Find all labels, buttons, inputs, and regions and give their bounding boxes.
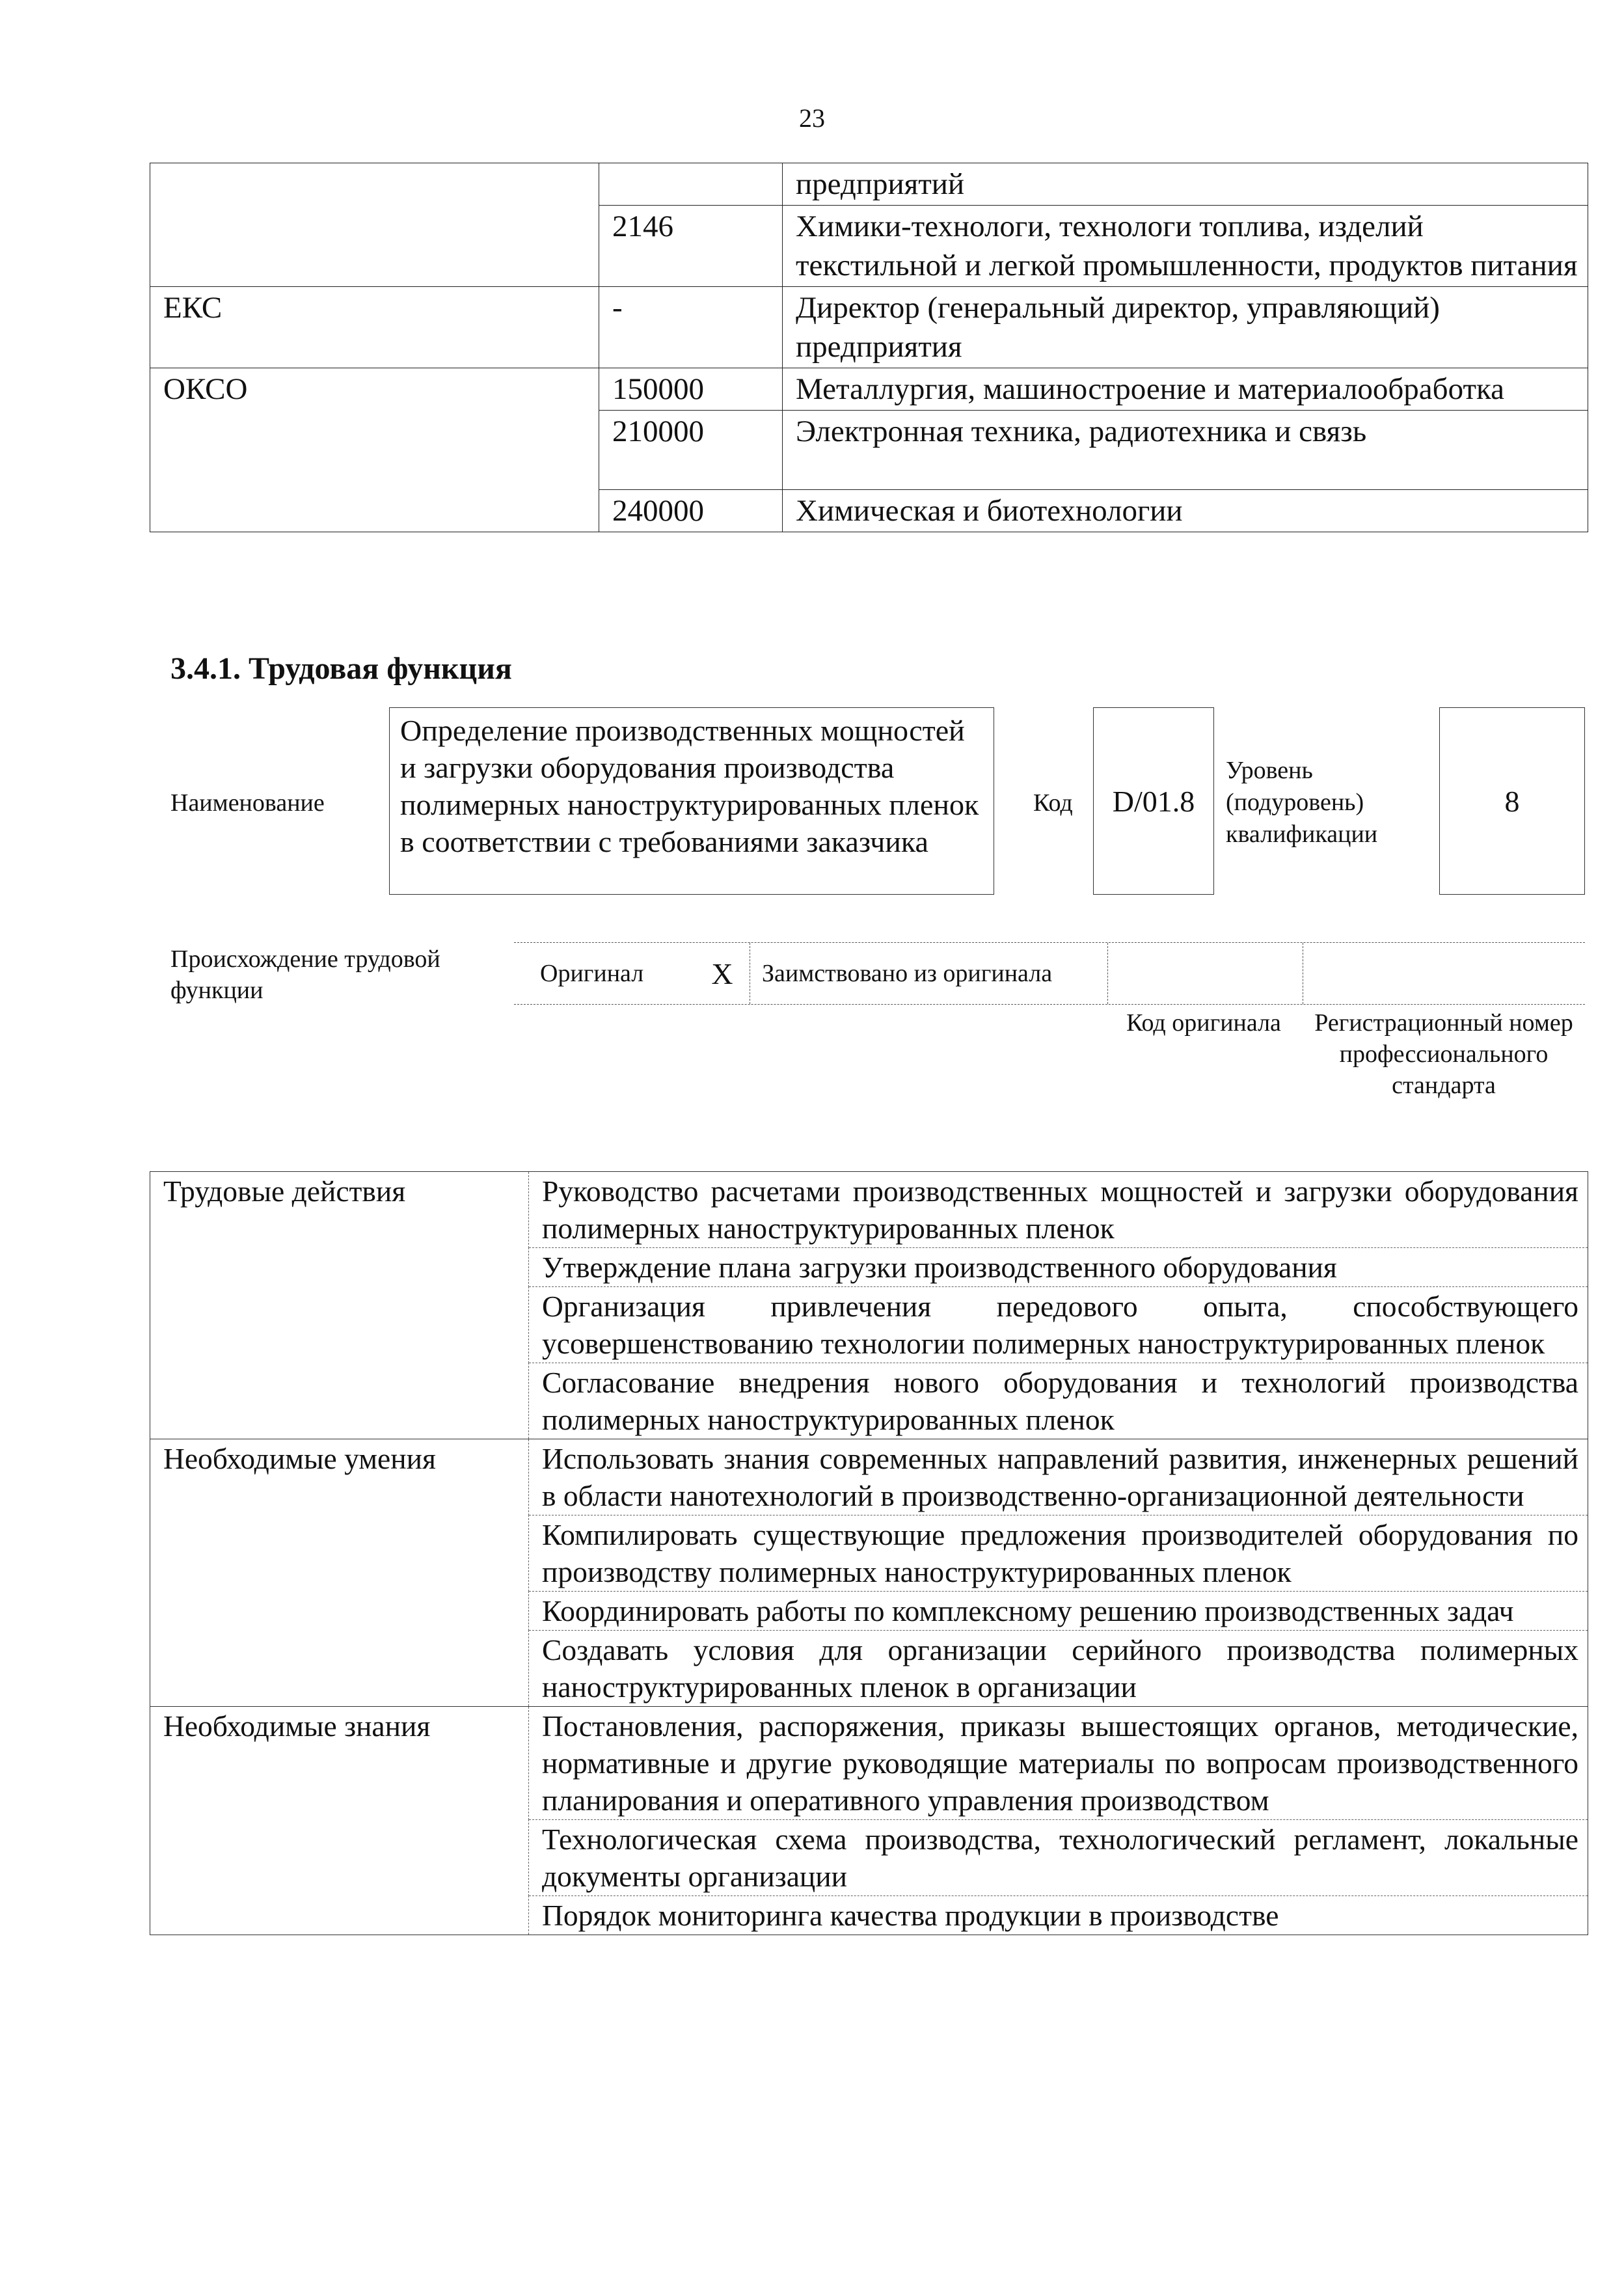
- reg-number-caption: Регистрационный номер профессионального стандарта: [1314, 1009, 1573, 1099]
- table-row: [150, 411, 1588, 490]
- code-original-caption: Код оригинала: [1126, 1009, 1281, 1037]
- table-row: [150, 1172, 1588, 1248]
- detail-item: Организация привлечения передового опыта, способствующего усовершенствованию технологии полимерных наноструктурированных пленок: [529, 1287, 1588, 1363]
- original-label: Оригинал: [540, 960, 644, 987]
- origin-label: Происхождение трудовой функции: [170, 945, 440, 1004]
- code-label: Код: [1033, 789, 1073, 817]
- origin-row: [514, 942, 1585, 1005]
- code-cell: 2146: [599, 206, 783, 287]
- group-cell: [150, 206, 599, 287]
- code-cell: -: [599, 287, 783, 368]
- table-row: [150, 1439, 1588, 1515]
- category-cell: Необходимые знания: [150, 1707, 529, 1935]
- name-cell: Химическая и биотехнологии: [783, 490, 1588, 532]
- detail-item: Компилировать существующие предложения производителей оборудования по производству полимерных наноструктурированных пленок: [529, 1515, 1588, 1592]
- table-row: [150, 1707, 1588, 1820]
- code-cell: 240000: [599, 490, 783, 532]
- detail-item: Руководство расчетами производственных мощностей и загрузки оборудования полимерных наноструктурированных пленок: [529, 1172, 1588, 1248]
- category-cell: Трудовые действия: [150, 1172, 529, 1439]
- table-row: [150, 163, 1588, 206]
- name-cell: Электронная техника, радиотехника и связь: [783, 411, 1588, 490]
- code-cell: [599, 163, 783, 206]
- group-cell: [150, 490, 599, 532]
- detail-item: Координировать работы по комплексному решению производственных задач: [529, 1592, 1588, 1631]
- detail-item: Согласование внедрения нового оборудования и технологий производства полимерных наноструктурированных пленок: [529, 1363, 1588, 1439]
- function-code-box: D/01.8: [1093, 707, 1214, 895]
- detail-item: Создавать условия для организации серийного производства полимерных наноструктурированных пленок в организации: [529, 1631, 1588, 1707]
- detail-item: Технологическая схема производства, технологический регламент, локальные документы организации: [529, 1820, 1588, 1896]
- category-cell: Необходимые умения: [150, 1439, 529, 1707]
- section-title: 3.4.1. Трудовая функция: [170, 651, 512, 686]
- name-label: Наименование: [170, 789, 325, 817]
- name-cell: Металлургия, машиностроение и материалообработка: [783, 368, 1588, 411]
- classification-table: [150, 163, 1588, 532]
- detail-item: Утверждение плана загрузки производственного оборудования: [529, 1248, 1588, 1287]
- group-cell: ОКСО: [150, 368, 599, 411]
- page-number: 23: [799, 103, 825, 133]
- borrowed-label: Заимствовано из оригинала: [750, 943, 1101, 1004]
- function-name-box: Определение производственных мощностей и загрузки оборудования производства полимерных наноструктурированных пленок в соответствии с требованиями заказчика: [389, 707, 994, 895]
- detail-item: Использовать знания современных направлений развития, инженерных решений в области нанотехнологий в производственно-организационной деятельности: [529, 1439, 1588, 1515]
- table-row: [150, 490, 1588, 532]
- name-cell: Химики-технологи, технологи топлива, изделий текстильной и легкой промышленности, продуктов питания: [783, 206, 1588, 287]
- group-cell: [150, 411, 599, 490]
- name-cell: Директор (генеральный директор, управляющий) предприятия: [783, 287, 1588, 368]
- reg-number-cell: [1303, 943, 1585, 1004]
- original-code-cell: [1107, 943, 1300, 1004]
- code-cell: 150000: [599, 368, 783, 411]
- table-row: [150, 206, 1588, 287]
- group-cell: [150, 163, 599, 206]
- code-cell: 210000: [599, 411, 783, 490]
- table-row: [150, 287, 1588, 368]
- level-box: 8: [1439, 707, 1585, 895]
- function-details-table: [150, 1171, 1588, 1935]
- table-row: [150, 368, 1588, 411]
- original-mark: X: [711, 957, 733, 990]
- detail-item: Порядок мониторинга качества продукции в производстве: [529, 1896, 1588, 1935]
- group-cell: ЕКС: [150, 287, 599, 368]
- detail-item: Постановления, распоряжения, приказы вышестоящих органов, методические, нормативные и другие руководящие материалы по вопросам производственного планирования и оперативного управления производством: [529, 1707, 1588, 1820]
- name-cell: предприятий: [783, 163, 1588, 206]
- level-label: Уровень (подуровень) квалификации: [1226, 757, 1378, 848]
